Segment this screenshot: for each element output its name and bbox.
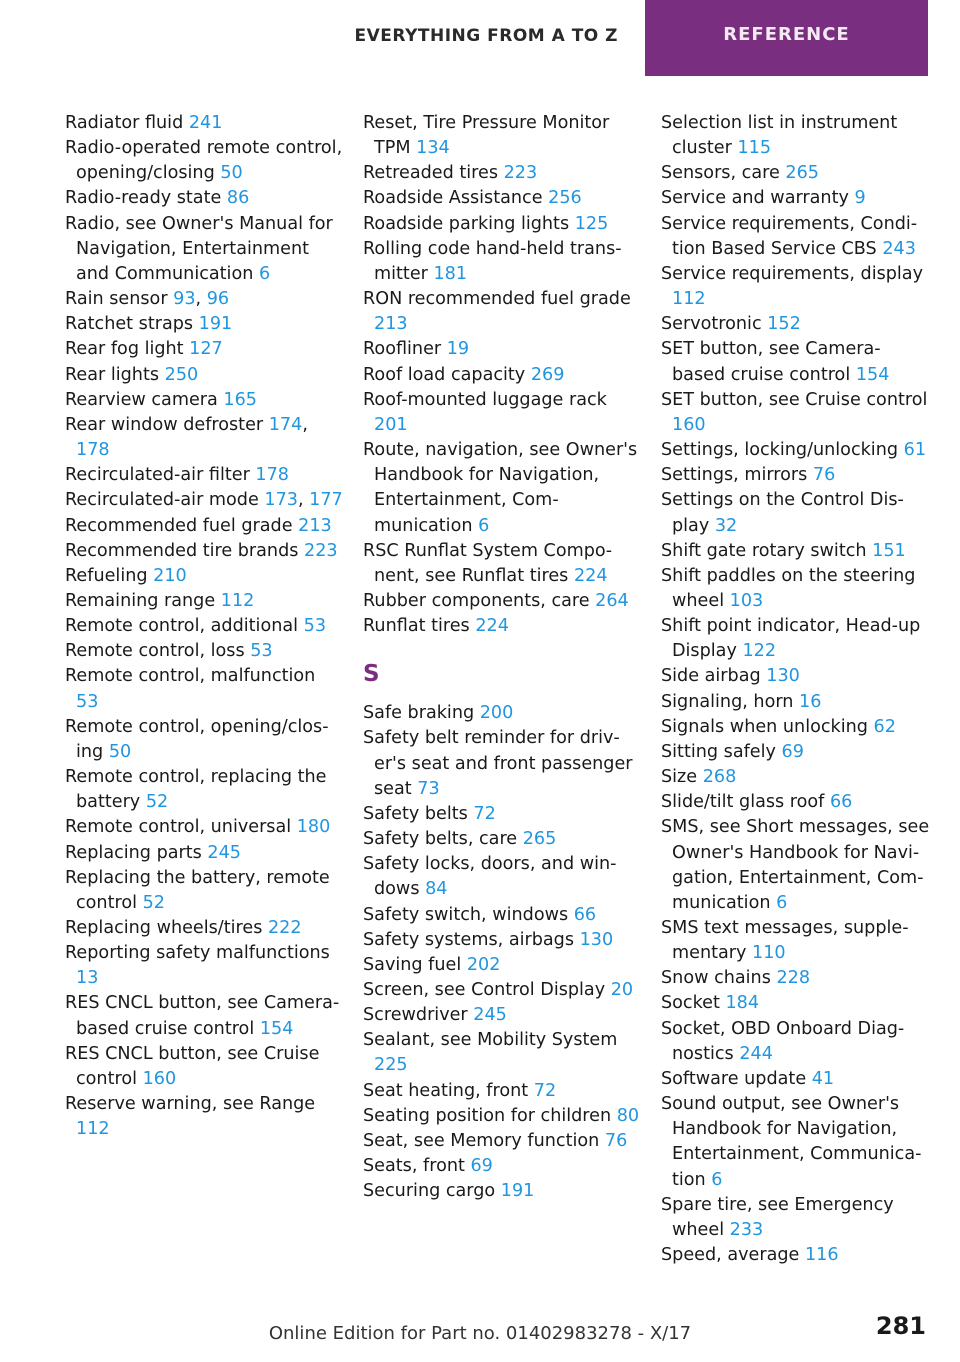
page-link[interactable]: 184 [725, 993, 760, 1014]
index-entry [65, 312, 343, 337]
index-entry-term: Shift point indicator, Head-up Display [661, 616, 921, 662]
index-entry [363, 539, 641, 589]
page-link[interactable]: 243 [882, 238, 916, 259]
page-link[interactable]: 50 [108, 741, 132, 762]
index-entry-term: Safety locks, doors, and windows [363, 854, 617, 900]
page-link[interactable]: 224 [573, 565, 608, 586]
index-entry [363, 186, 641, 211]
index-entry-term: Reporting safety malfunctions [65, 943, 330, 964]
index-entry [363, 589, 641, 614]
index-entry-term: Settings, mirrors [661, 465, 813, 486]
index-entry-term: Shift paddles on the steering wheel [661, 565, 916, 611]
index-entry-term: Speed, average [661, 1245, 805, 1266]
index-entry-term: Settings, locking/unlocking [661, 440, 904, 461]
index-entry [65, 765, 343, 815]
index-entry [661, 1017, 933, 1067]
page-link[interactable]: 32 [714, 515, 738, 536]
index-entry [661, 161, 933, 186]
index-column-3 [661, 111, 933, 1268]
index-entry-term: Seat heating, front [363, 1080, 534, 1101]
page-link[interactable]: 174 [268, 414, 303, 435]
page-link[interactable]: 152 [767, 314, 801, 335]
index-entry [65, 388, 343, 413]
index-entry [363, 827, 641, 852]
index-entry-term: Safety switch, windows [363, 904, 574, 925]
index-entry [363, 852, 641, 902]
page-link[interactable]: 165 [223, 389, 257, 410]
index-entry [65, 111, 343, 136]
page-link[interactable]: 19 [446, 339, 470, 360]
index-entry-term: Sound output, see Owner's Handbook for Navigation, Entertainment, Communication [661, 1094, 922, 1190]
index-entry [65, 1042, 343, 1092]
index-entry-term: Signals when unlocking [661, 716, 874, 737]
index-entry-term: Rear fog light [65, 339, 190, 360]
index-entry [363, 237, 641, 287]
index-entry [363, 1003, 641, 1028]
page-link[interactable]: 116 [804, 1245, 839, 1266]
index-entry [65, 539, 343, 564]
index-entry [363, 161, 641, 186]
index-entry [363, 388, 641, 438]
index-entry-term: Servotronic [661, 314, 768, 335]
page-link[interactable]: 86 [226, 188, 250, 209]
index-entry-term: Replacing the battery, remote control [65, 867, 330, 913]
index-entry-term: Screen, see Control Display [363, 980, 611, 1000]
page-link[interactable]: 6 [258, 263, 271, 284]
page-link[interactable]: 201 [374, 414, 408, 435]
index-entry [661, 539, 933, 564]
page-link[interactable]: 69 [470, 1156, 493, 1177]
index-entry-term: Radio-ready state [65, 188, 227, 209]
index-entry [661, 1193, 933, 1243]
page-link[interactable]: 210 [153, 565, 187, 586]
index-entry [65, 363, 343, 388]
index-entry: Recirculated-air mode 173, 177 [65, 490, 343, 511]
index-entry-term: Shift gate rotary switch [661, 540, 873, 561]
page-link[interactable]: 245 [207, 842, 242, 863]
index-entry-term: Radio-operated remote control, opening/closing [65, 138, 343, 184]
page-link[interactable]: 222 [267, 918, 302, 938]
index-entry-term: SMS, see Short messages, see Owner's Handbook for Navigation, Entertainment, Communication [661, 817, 930, 913]
index-entry [65, 866, 343, 916]
index-entry-term: Safety belts [363, 803, 474, 824]
index-entry [363, 438, 641, 539]
index-entry [65, 941, 343, 991]
index-entry-term: Safety belts, care [363, 829, 523, 850]
index-entry [65, 564, 343, 589]
index-entry [661, 186, 933, 211]
page-link[interactable]: 72 [533, 1080, 557, 1101]
page-link[interactable]: 9 [854, 188, 866, 209]
footer-edition: Online Edition for Part no. 01402983278 - X/17 [268, 1323, 692, 1344]
index-entry-term: Snow chains [661, 968, 777, 989]
index-entry [363, 614, 641, 639]
page-link[interactable]: 127 [189, 339, 223, 360]
index-entry-term: Screwdriver [363, 1005, 474, 1026]
index-entry-term: Service and warranty [661, 188, 855, 209]
index-entry-term: Seats, front [363, 1156, 471, 1177]
index-entry-term: Settings on the Control Display [661, 490, 904, 536]
page-link[interactable]: 122 [742, 641, 777, 662]
index-entry [661, 790, 933, 815]
index-entry-term: Securing cargo [363, 1181, 501, 1202]
index-entry-term: Sitting safely [661, 741, 782, 762]
page-link[interactable]: 112 [220, 590, 255, 611]
index-entry-term: Replacing wheels/tires [65, 918, 268, 938]
page-link[interactable]: 110 [752, 943, 786, 964]
page-link[interactable]: 228 [776, 968, 811, 989]
index-entry-term: Runflat tires [363, 616, 476, 637]
reference-tab[interactable]: REFERENCE [645, 0, 928, 76]
page-link[interactable]: 233 [729, 1219, 764, 1240]
index-entry-term: Remaining range [65, 590, 221, 611]
index-entry-term: Radio, see Owner's Manual for Navigation, Entertainment and Communication [65, 213, 333, 284]
index-entry [661, 212, 933, 262]
index-entry-term: Refueling [65, 565, 154, 586]
index-entry [65, 136, 343, 186]
page-link[interactable]: 84 [425, 879, 448, 900]
page-link[interactable]: 191 [500, 1181, 535, 1202]
index-entry-term: Roadside parking lights [363, 213, 575, 234]
page-link[interactable]: 256 [548, 188, 582, 209]
index-entry [65, 212, 343, 287]
index-entry-term: Sealant, see Mobility System [363, 1030, 618, 1051]
index-entry [363, 363, 641, 388]
index-entry [661, 388, 933, 438]
page-link[interactable]: 265 [785, 163, 819, 184]
page-link[interactable]: 66 [573, 904, 597, 925]
index-entry-term: RSC Runflat System Component, see Runflat tires [363, 540, 613, 586]
index-entry [363, 1079, 641, 1104]
page-link[interactable]: 130 [766, 666, 800, 687]
index-entry-term: SET button, see Camera-based cruise control [661, 339, 881, 385]
index-entry-term: Remote control, malfunction [65, 666, 316, 687]
index-entry-term: Route, navigation, see Owner's Handbook for Navigation, Entertainment, Communication [363, 440, 638, 536]
page-link[interactable]: 269 [530, 364, 565, 385]
index-entry-term: RES CNCL button, see Camera-based cruise control [65, 993, 340, 1039]
page-link[interactable]: 173 [264, 490, 298, 511]
page-link[interactable]: 66 [829, 792, 853, 813]
page-link[interactable]: 200 [479, 703, 514, 724]
page-number: 281 [875, 1312, 926, 1340]
page-link[interactable]: 125 [574, 213, 609, 234]
index-entry [65, 815, 343, 840]
index-entry [363, 1154, 641, 1179]
index-entry-term: Reserve warning, see Range [65, 1094, 316, 1115]
index-entry-term: Safe braking [363, 703, 480, 724]
index-entry-term: SMS text messages, supplementary [661, 918, 909, 964]
index-entry [661, 1243, 933, 1268]
index-entry-term: Rear window defroster [65, 414, 269, 435]
section-title: EVERYTHING FROM A TO Z [354, 26, 618, 46]
index-entry [661, 438, 933, 463]
index-entry [363, 337, 641, 362]
index-entry [65, 463, 343, 488]
page-link[interactable]: 96 [206, 289, 230, 310]
index-entry [661, 111, 933, 161]
index-entry [363, 726, 641, 801]
page-link[interactable]: 76 [604, 1130, 628, 1151]
index-column-1 [65, 111, 343, 1142]
index-column-2 [363, 111, 641, 1204]
index-entry-term: Roofliner [363, 339, 447, 360]
index-entry [661, 614, 933, 664]
page-link[interactable]: 160 [142, 1068, 177, 1089]
page-link[interactable]: 250 [164, 364, 199, 385]
index-entry-term: Remote control, loss [65, 641, 251, 662]
index-entry-term: Saving fuel [363, 954, 467, 975]
index-entry-term: Recommended fuel grade [65, 515, 299, 536]
index-entry-term: Retreaded tires [363, 163, 504, 184]
page-link[interactable]: 6 [711, 1169, 723, 1190]
page-link[interactable]: 154 [855, 364, 890, 385]
index-entry [363, 287, 641, 337]
index-entry [363, 1104, 641, 1129]
index-entry [661, 715, 933, 740]
index-entry-term: Radiator fluid [65, 113, 189, 133]
index-entry-term: Remote control, opening/closing [65, 716, 329, 762]
page-link[interactable]: 103 [729, 590, 764, 611]
index-entry-term: Socket [661, 993, 726, 1014]
index-entry-term: Size [661, 767, 703, 788]
page-link[interactable]: 191 [198, 314, 233, 335]
index-entry [65, 186, 343, 211]
page-link[interactable]: 52 [145, 792, 169, 813]
index-entry-term: Seating position for children [363, 1105, 617, 1126]
page-link[interactable]: 264 [595, 590, 629, 611]
index-entry-term: Roadside Assistance [363, 188, 549, 209]
index-entry [661, 463, 933, 488]
index-entry-term: Roof load capacity [363, 364, 531, 385]
index-entry: Rear window defroster 174, 178 [65, 414, 308, 461]
page-link[interactable]: 202 [466, 954, 501, 975]
index-entry-term: Socket, OBD Onboard Diagnostics [661, 1018, 905, 1064]
index-entry-term: Slide/tilt glass roof [661, 792, 830, 813]
page-link[interactable]: 130 [579, 929, 614, 950]
index-entry [65, 337, 343, 362]
index-entry [661, 991, 933, 1016]
page-link[interactable]: 224 [475, 616, 509, 637]
page-link[interactable]: 76 [812, 465, 836, 486]
index-entry [363, 802, 641, 827]
index-entry [661, 815, 933, 916]
page-link[interactable]: 61 [903, 440, 927, 461]
page-link[interactable]: 244 [739, 1043, 773, 1064]
page-link[interactable]: 53 [250, 641, 273, 662]
page-link[interactable]: 112 [76, 1119, 110, 1140]
page-link[interactable]: 73 [417, 778, 440, 799]
index-entry-term: SET button, see Cruise control [661, 389, 928, 410]
index-entry [661, 690, 933, 715]
page-link[interactable]: 13 [76, 968, 99, 989]
page-link[interactable]: 53 [303, 616, 327, 637]
index-entry [363, 903, 641, 928]
index-entry-term: Recirculated-air filter [65, 465, 256, 486]
index-entry [65, 514, 343, 539]
page-link[interactable]: 213 [374, 314, 408, 335]
page-link[interactable]: 178 [255, 465, 290, 486]
page-link[interactable]: 151 [872, 540, 906, 561]
page-link[interactable]: 41 [811, 1068, 835, 1089]
index-entry [363, 978, 641, 1003]
index-entry-term: Recirculated-air mode [65, 490, 265, 511]
page-link[interactable]: 62 [873, 716, 896, 737]
index-entry-term: Spare tire, see Emergency wheel [661, 1194, 894, 1240]
index-entry [661, 740, 933, 765]
index-entry [661, 337, 933, 387]
page-link[interactable]: 6 [478, 515, 490, 536]
index-entry [65, 664, 343, 714]
index-entry-term: Remote control, universal [65, 817, 297, 838]
index-entry [65, 715, 343, 765]
page-link[interactable]: 115 [737, 138, 772, 159]
page-link[interactable]: 20 [610, 980, 634, 1000]
index-entry-term: Rearview camera [65, 389, 224, 410]
index-entry-term: Remote control, replacing the battery [65, 767, 327, 813]
index-entry [363, 1028, 641, 1078]
index-entry [661, 765, 933, 790]
page-link[interactable]: 223 [503, 163, 538, 184]
index-entry-term: Service requirements, Condition Based Service CBS [661, 213, 918, 259]
index-entry [363, 111, 641, 161]
index-entry [65, 1092, 343, 1142]
index-entry-term: Rain sensor [65, 289, 174, 310]
page-link[interactable]: 245 [473, 1005, 507, 1026]
index-entry [65, 639, 343, 664]
index-entry [65, 614, 343, 639]
index-entry [363, 212, 641, 237]
index-entry [65, 916, 343, 941]
page-link[interactable]: 53 [76, 691, 99, 712]
index-entry [661, 262, 933, 312]
index-entry [363, 928, 641, 953]
index-entry [65, 589, 343, 614]
index-entry-term: Signaling, horn [661, 691, 800, 712]
index-entry-term: Selection list in instrument cluster [661, 113, 898, 159]
index-entry [363, 953, 641, 978]
page-link[interactable]: 72 [473, 803, 496, 824]
index-entry-term: Safety belt reminder for driver's seat and front passenger seat [363, 728, 633, 799]
page-link[interactable]: 213 [298, 515, 332, 536]
index-entry-term: Software update [661, 1068, 812, 1089]
index-entry [661, 916, 933, 966]
index-entry-term: Reset, Tire Pressure Monitor TPM [363, 113, 610, 159]
index-entry [363, 1179, 641, 1204]
page-link[interactable]: 6 [776, 892, 788, 913]
index-entry [661, 966, 933, 991]
page-link[interactable]: 268 [702, 767, 737, 788]
index-section-letter: S [363, 661, 380, 688]
index-entry [661, 1067, 933, 1092]
page-link[interactable]: 223 [304, 540, 338, 561]
index-entry-term: Ratchet straps [65, 314, 199, 335]
page-link[interactable]: 154 [259, 1018, 294, 1039]
index-entry [65, 841, 343, 866]
index-entry-term: RES CNCL button, see Cruise control [65, 1043, 320, 1089]
index-entry-term: Rubber components, care [363, 590, 596, 611]
page-link[interactable]: 112 [672, 289, 706, 310]
index-entry [661, 1092, 933, 1193]
index-entry [363, 701, 641, 726]
page-link[interactable]: 180 [296, 817, 331, 838]
index-entry [661, 488, 933, 538]
page-link[interactable]: 178 [76, 440, 110, 461]
index-entry [661, 664, 933, 689]
index-entry-term: Seat, see Memory function [363, 1130, 605, 1151]
index-entry-term: Rolling code hand-held transmitter [363, 238, 622, 284]
page-link[interactable]: 134 [416, 138, 450, 159]
page-link[interactable]: 181 [433, 263, 468, 284]
index-entry-term: Sensors, care [661, 163, 786, 184]
index-entry-term: Side airbag [661, 666, 767, 687]
page-link[interactable]: 50 [220, 163, 243, 184]
index-entry-term: RON recommended fuel grade [363, 289, 631, 310]
page-link[interactable]: 241 [188, 113, 223, 133]
page-link[interactable]: 69 [781, 741, 804, 762]
page-link[interactable]: 93 [173, 289, 196, 310]
index-entry: Rain sensor 93, 96 [65, 289, 230, 310]
index-entry-term: Service requirements, display [661, 263, 923, 284]
index-entry [661, 312, 933, 337]
index-entry-term: Roof-mounted luggage rack [363, 389, 607, 410]
index-entry-term: Safety systems, airbags [363, 929, 580, 950]
page-link[interactable]: 16 [799, 691, 822, 712]
index-entry [661, 564, 933, 614]
page-link[interactable]: 160 [672, 414, 706, 435]
page-link[interactable]: 80 [616, 1105, 640, 1126]
page-link[interactable]: 177 [309, 490, 343, 511]
index-entry-term: Remote control, additional [65, 616, 304, 637]
index-entry-term: Replacing parts [65, 842, 208, 863]
index-entry-term: Rear lights [65, 364, 165, 385]
index-entry [363, 1129, 641, 1154]
page-link[interactable]: 225 [374, 1055, 408, 1076]
index-entry [65, 991, 343, 1041]
page-link[interactable]: 265 [522, 829, 557, 850]
index-entry-term: Recommended tire brands [65, 540, 305, 561]
page-link[interactable]: 52 [142, 892, 165, 913]
